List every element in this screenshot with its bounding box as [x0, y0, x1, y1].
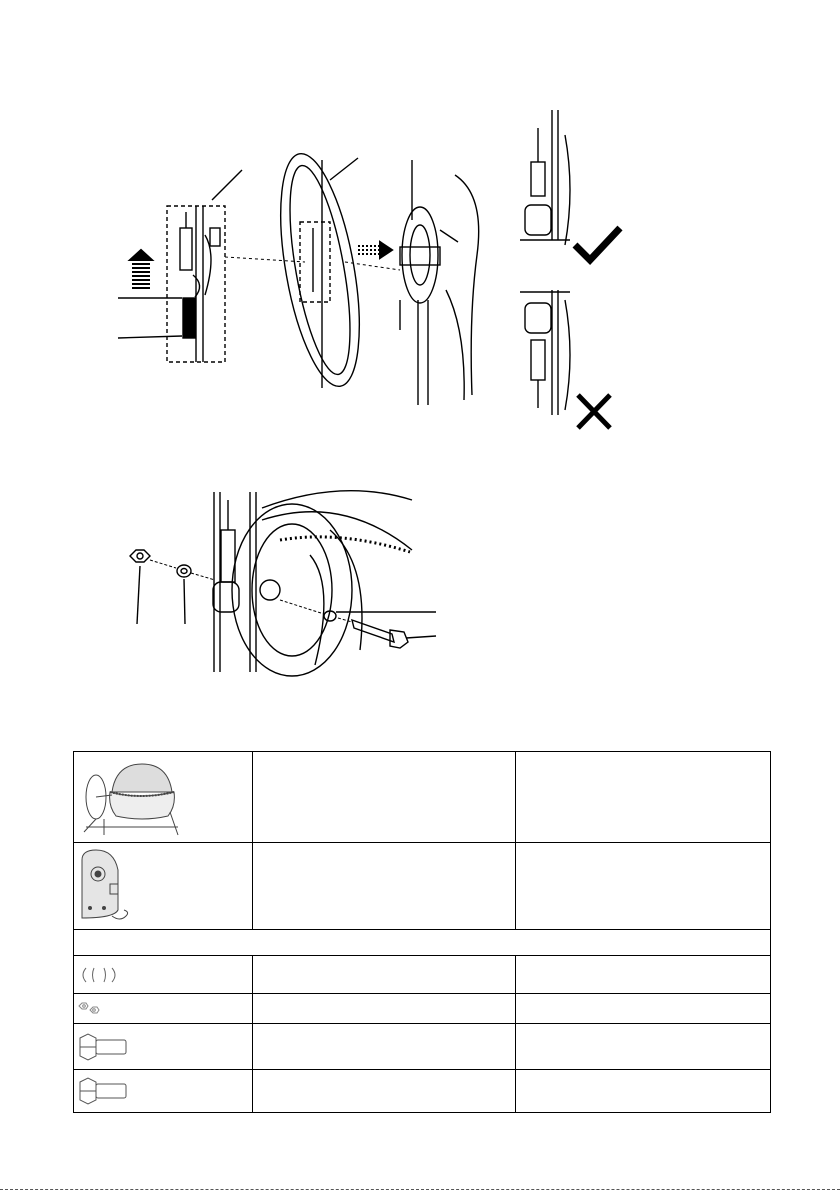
part-image-cell [74, 1070, 253, 1113]
part-name-cell [253, 1070, 516, 1113]
part-qty-cell [516, 752, 771, 843]
bolt-icon [74, 1032, 134, 1062]
part-qty-cell [516, 843, 771, 930]
bolt-icon [74, 1076, 134, 1106]
wheel-fastening-figure [120, 488, 450, 688]
part-name-cell [253, 843, 516, 930]
bolt [352, 620, 394, 642]
table-row [74, 1024, 771, 1070]
insert-arrow-icon [358, 242, 392, 258]
washers-icon [74, 965, 124, 985]
washer [177, 565, 191, 577]
incorrect-icon [578, 395, 610, 428]
table-row [74, 956, 771, 994]
part-image-cell [74, 1024, 253, 1070]
table-row [74, 752, 771, 843]
table-row [74, 843, 771, 930]
page-bottom-rule [0, 1189, 840, 1190]
part-name-cell [253, 1024, 516, 1070]
part-image-cell [74, 843, 253, 930]
parts-table [73, 751, 771, 1113]
part-name-cell [253, 752, 516, 843]
correct-icon [575, 228, 620, 260]
part-name-cell [253, 956, 516, 994]
correct-example [520, 110, 570, 245]
part-image-cell [74, 752, 253, 843]
nuts-icon [74, 999, 104, 1019]
handwheel-assembly-figure [110, 100, 650, 440]
handwheel-assembly-drawing [110, 100, 650, 440]
part-name-cell [253, 994, 516, 1024]
wheel-fastening-drawing [120, 488, 450, 688]
part-qty-cell [516, 1024, 771, 1070]
part-qty-cell [516, 1070, 771, 1113]
table-row [74, 994, 771, 1024]
up-arrow-icon [130, 250, 152, 288]
part-image-cell [74, 994, 253, 1024]
part-qty-cell [516, 956, 771, 994]
incorrect-example [520, 290, 570, 415]
part-image-cell [74, 956, 253, 994]
motor-housing-icon [74, 846, 134, 926]
table-row [74, 1070, 771, 1113]
nut [130, 550, 150, 562]
mixer-drum-icon [74, 757, 184, 837]
section-cell [74, 930, 771, 956]
part-qty-cell [516, 994, 771, 1024]
table-section-row [74, 930, 771, 956]
